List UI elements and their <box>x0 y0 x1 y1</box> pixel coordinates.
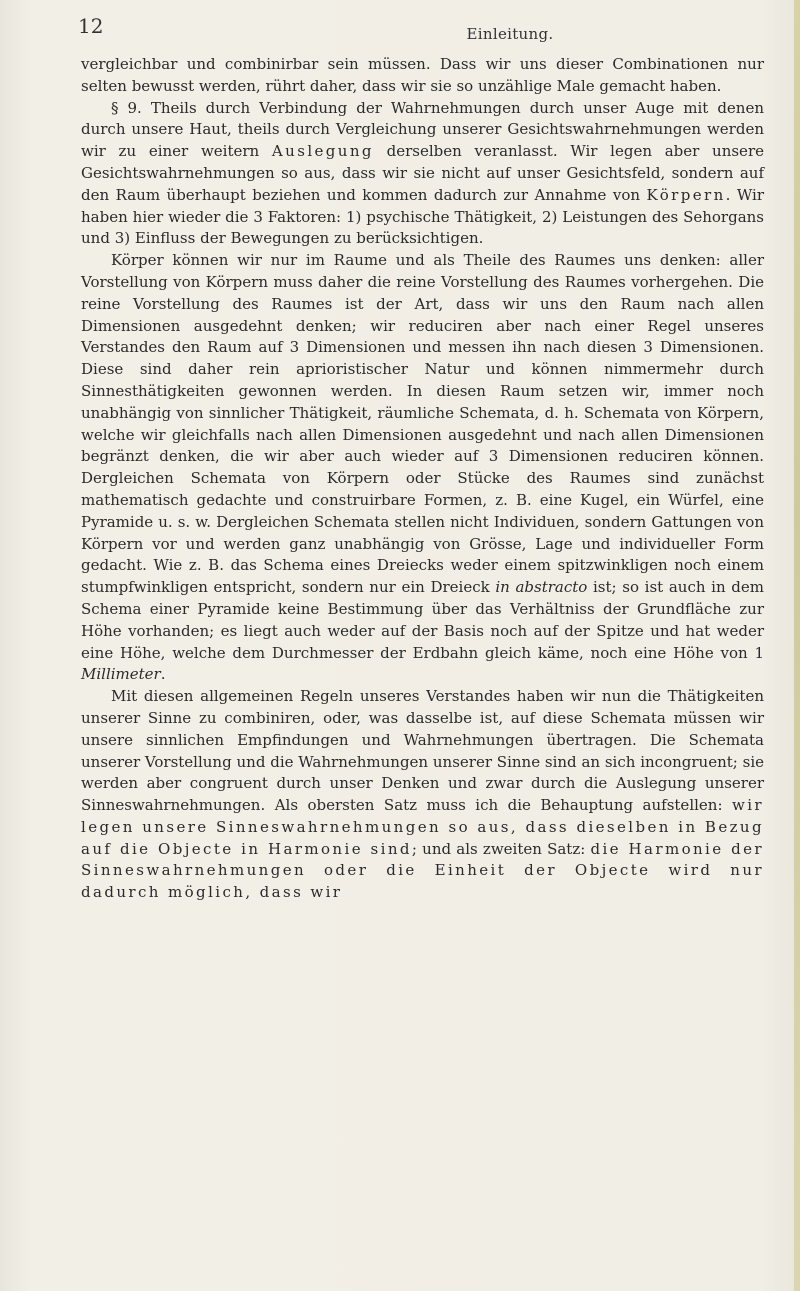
spaced-second-thesis: die Harmonie der Sinneswahrnehmungen oder die Einheit der Objecte wird nur dadurch möglich, dass wir <box>81 839 764 902</box>
paragraph-3 <box>81 250 764 686</box>
paragraph-2-text-e: . Wir haben hier wieder die 3 Faktoren: 1) psychische Thätigkeit, 2) Leistungen des Sehorgans und 3) Einfluss der Bewegungen zu berücksichtigen. <box>81 185 764 248</box>
running-head: Einleitung. <box>466 25 554 43</box>
paragraph-4-text-a: Mit diesen allgemeinen Regeln unseres Verstandes haben wir nun die Thätigkeiten unserer Sinne zu combiniren, oder, was dasselbe ist, auf diese Schemata müssen wir unsere sinnlichen Empfindungen und Wahrnehmungen übertragen. Die Schemata unserer Vorstellung und die Wahrnehmungen unserer Sinne sind an sich incongruent; sie werden aber congruent durch unser Denken und zwar durch die Auslegung unserer Sinneswahrnehmungen. Als obersten Satz muss ich die Behauptung aufstellen: <box>81 687 764 815</box>
paragraph-3-text-a: Körper können wir nur im Raume und als Theile des Raumes uns denken: aller Vorstellung von Körpern muss daher die reine Vorstellung des Raumes vorhergehen. Die reine Vorstellung des Raumes ist der Art, dass wir uns den Raum nach allen Dimensionen ausgedehnt denken; wir reduciren aber nach einer Regel unseres Verstandes den Raum auf 3 Dimensionen und messen ihn nach diesen 3 Dimensionen. Diese sind daher rein aprioristischer Natur und können nimmermehr durch Sinnesthätigkeiten gewonnen werden. In diesen Raum setzen wir, immer noch unabhängig von sinnlicher Thätigkeit, räumliche Schemata, d. h. Schemata von Körpern, welche wir gleichfalls nach allen Dimensionen ausgedehnt und nach allen Dimensionen begränzt denken, die wir aber auch wieder auf 3 Dimensionen reduciren können. Dergleichen Schemata von Körpern oder Stücke des Raumes sind zunächst mathematisch gedachte und construirbare Formen, z. B. eine Kugel, ein Würfel, eine Pyramide u. s. w. Dergleichen Schemata stellen nicht Individuen, sondern Gattungen von Körpern vor und werden ganz unabhängig von Grösse, Lage und individueller Form gedacht. Wie z. B. das Schema eines Dreiecks weder einem spitzwinkligen noch einem stumpfwinkligen entspricht, sondern nur ein Dreieck <box>81 251 764 597</box>
italic-in-abstracto: in abstracto <box>495 578 588 597</box>
spaced-term-auslegung: Auslegung <box>271 142 374 161</box>
paragraph-2 <box>81 98 764 251</box>
spaced-first-thesis: wir legen unsere Sinneswahrnehmungen so aus, dass dieselben in Bezug auf die Objecte in Harmonie sind <box>81 796 764 858</box>
paragraph-4-text-c: ; und als zweiten Satz: <box>411 839 591 858</box>
italic-millimeter: Millimeter <box>81 665 161 684</box>
spaced-term-koerpern: Körpern <box>646 185 726 204</box>
body-text <box>81 54 764 904</box>
paragraph-4 <box>81 686 764 904</box>
page-edge-shadow <box>794 0 800 1291</box>
paragraph-3-text-e: . <box>160 665 166 684</box>
page-number: 12 <box>78 14 104 38</box>
paragraph-2-text-c: derselben veranlasst. Wir legen aber unsere Gesichtswahrnehmungen so aus, dass wir sie nicht auf unser Gesichtsfeld, sondern auf den Raum überhaupt beziehen und kommen dadurch zur Annahme von <box>81 142 764 204</box>
paragraph-2-text-a: § 9. Theils durch Verbindung der Wahrnehmungen durch unser Auge mit denen durch unsere Haut, theils durch Vergleichung unserer Gesichtswahrnehmungen werden wir zu einer weitern <box>81 98 764 161</box>
paragraph-3-text-c: ist; so ist auch in dem Schema einer Pyramide keine Bestimmung über das Verhältniss der Grundfläche zur Höhe vorhanden; es liegt auch weder auf der Basis noch auf der Spitze und hat weder eine Höhe, welche dem Durchmesser der Erdbahn gleich käme, noch eine Höhe von 1 <box>81 578 765 662</box>
paragraph-1: vergleichbar und combinirbar sein müssen. Dass wir uns dieser Combinationen nur selten bewusst werden, rührt daher, dass wir sie so unzählige Male gemacht haben. <box>81 55 764 95</box>
